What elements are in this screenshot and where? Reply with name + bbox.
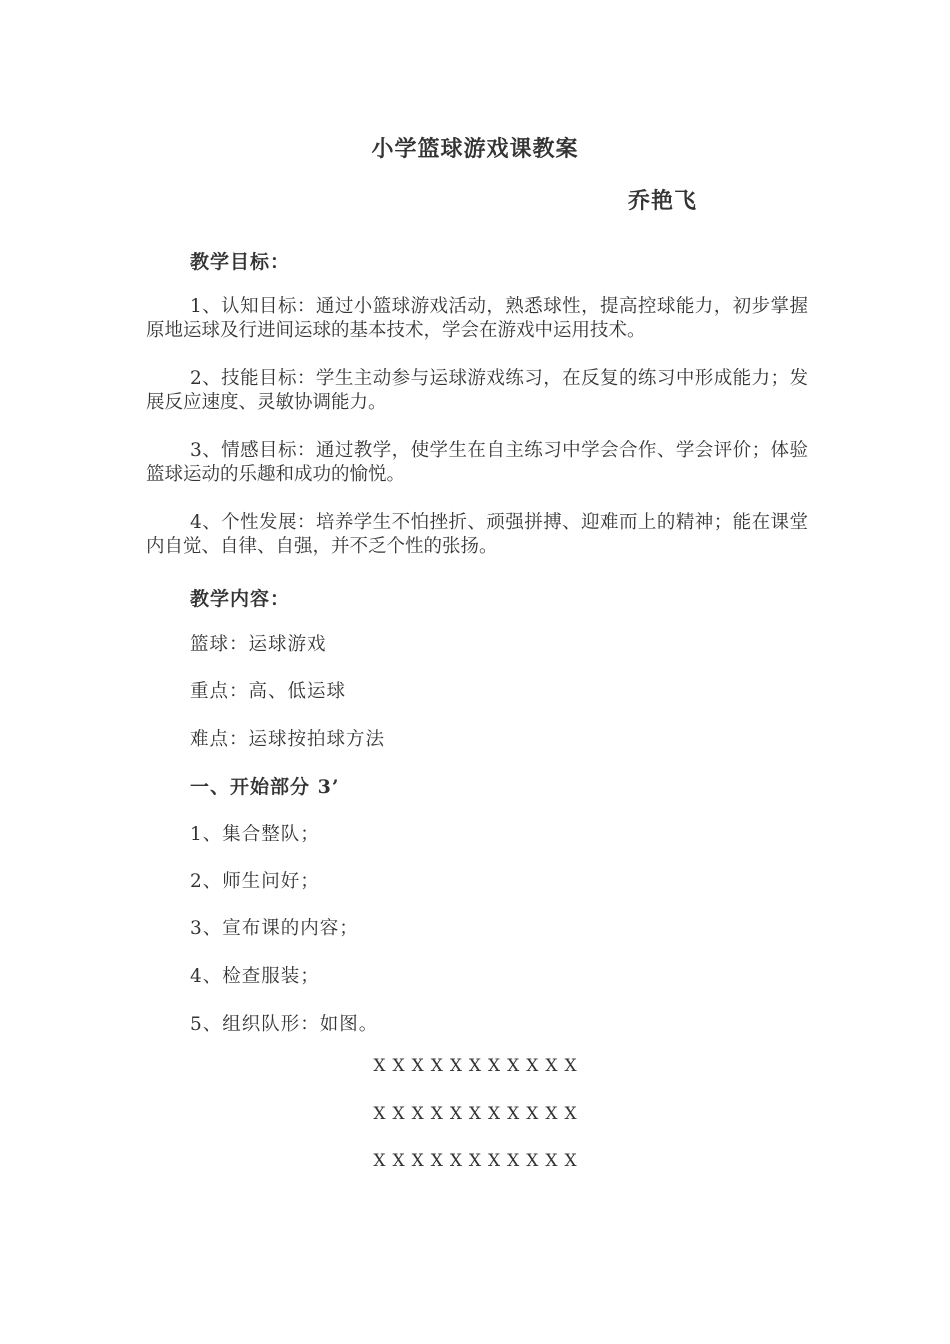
step-line: 5、组织队形：如图。 [190, 1014, 379, 1035]
content-line-difficulty: 难点：运球按拍球方法 [190, 729, 386, 750]
content-line-topic: 篮球：运球游戏 [190, 634, 327, 655]
objective-cognitive: 1、认知目标：通过小篮球游戏活动，熟悉球性，提高控球能力，初步掌握原地运球及行进间运球的基本技术，学会在游戏中运用技术。 [146, 296, 808, 341]
step-line: 4、检查服装； [190, 966, 320, 987]
step-line: 2、师生问好； [190, 871, 320, 892]
formation-row: XXXXXXXXXXX [373, 1104, 584, 1124]
formation-row: XXXXXXXXXXX [373, 1151, 584, 1171]
step-line: 3、宣布课的内容； [190, 918, 359, 939]
objectives-heading: 教学目标： [190, 251, 291, 273]
document-title: 小学篮球游戏课教案 [371, 136, 579, 162]
step-line: 1、集合整队； [190, 824, 320, 845]
objective-affective: 3、情感目标：通过教学，使学生在自主练习中学会合作、学会评价；体验篮球运动的乐趣和成功的愉悦。 [146, 440, 808, 485]
part-one-heading: 一、开始部分 3’ [190, 776, 340, 798]
content-line-key-point: 重点：高、低运球 [190, 681, 347, 702]
objective-skill: 2、技能目标：学生主动参与运球游戏练习，在反复的练习中形成能力；发展反应速度、灵敏协调能力。 [146, 368, 808, 413]
formation-row: XXXXXXXXXXX [373, 1056, 584, 1076]
author-name: 乔艳飞 [628, 188, 698, 214]
objective-personality: 4、个性发展：培养学生不怕挫折、顽强拼搏、迎难而上的精神；能在课堂内自觉、自律、自强，并不乏个性的张扬。 [146, 512, 808, 557]
content-heading: 教学内容： [190, 588, 291, 610]
